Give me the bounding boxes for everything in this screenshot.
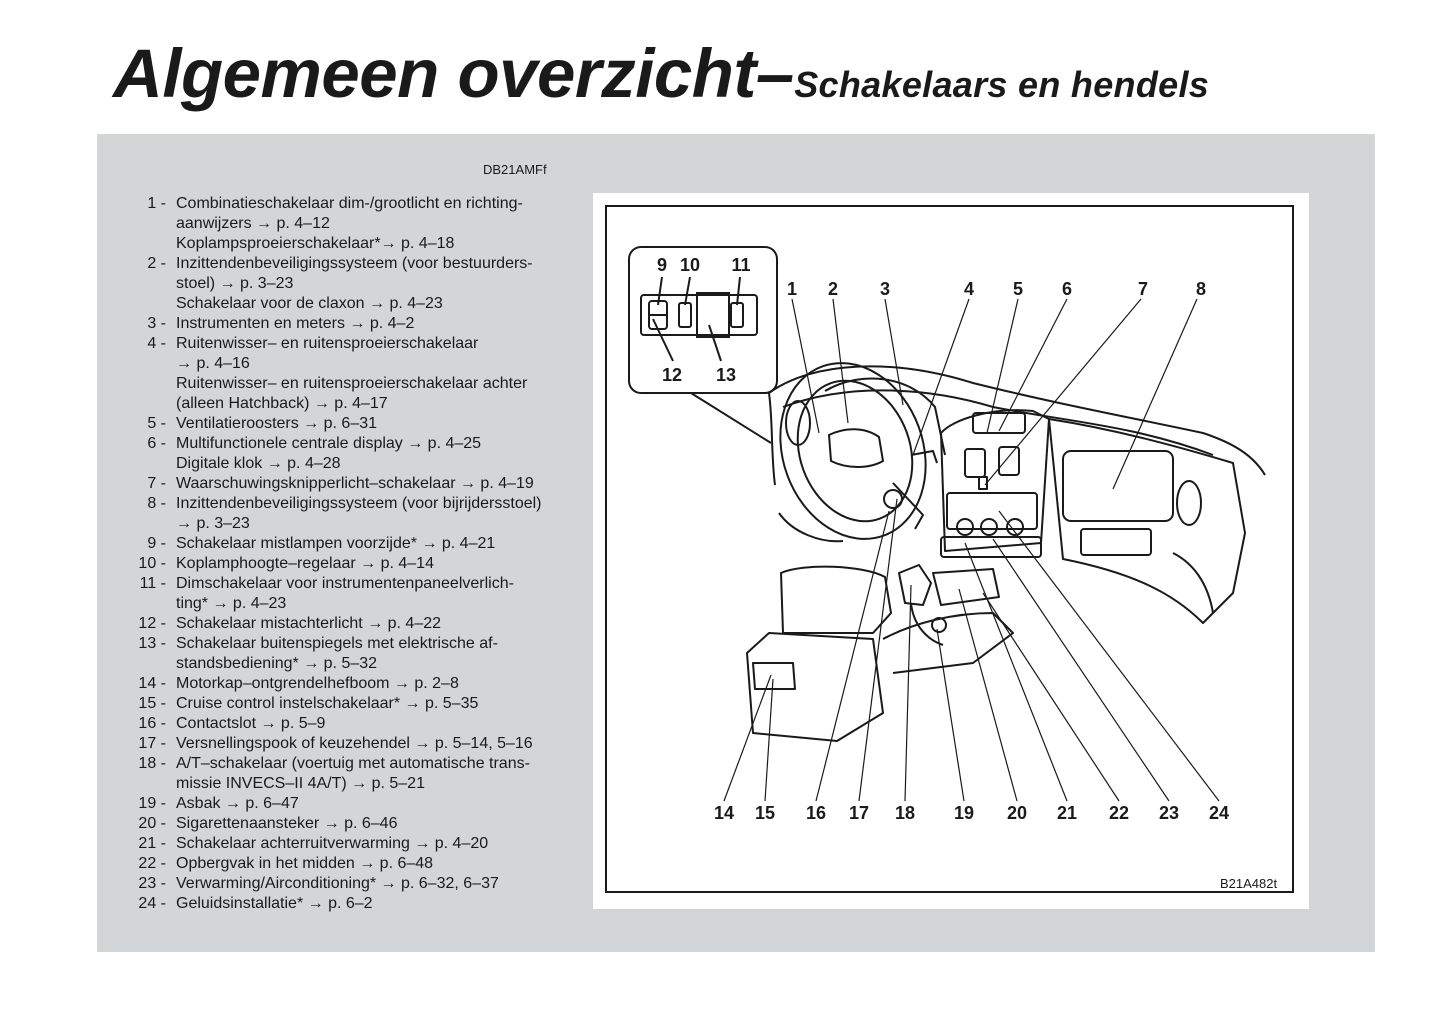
- audio-unit-icon: [947, 493, 1037, 529]
- page-title-main: Algemeen overzicht: [113, 35, 756, 112]
- list-item-number: 20 -: [138, 815, 166, 832]
- vent-center-left-icon: [965, 449, 985, 477]
- list-item: [110, 734, 580, 754]
- callout-labels: [657, 255, 1229, 823]
- list-item: [110, 554, 580, 574]
- list-item-text: stoel) → p. 3–23: [176, 275, 294, 292]
- switch-10-icon: [679, 303, 691, 327]
- list-item: [110, 674, 580, 694]
- list-item-text: Waarschuwingsknipperlicht–schakelaar → p. 4–19: [176, 475, 534, 492]
- list-item-number: 9 -: [147, 535, 166, 552]
- list-item-number: 12 -: [138, 615, 166, 632]
- list-item-number: 4 -: [147, 335, 166, 352]
- label-3: 3: [879, 279, 891, 299]
- list-item-number: 11 -: [139, 575, 166, 592]
- list-item-text: Multifunctionele centrale display → p. 4–25: [176, 435, 482, 452]
- list-item-number: 6 -: [147, 435, 166, 452]
- label-7: 7: [1137, 279, 1149, 299]
- list-item: [110, 194, 580, 254]
- list-item-number: 21 -: [138, 835, 166, 852]
- storage-tray-icon: [753, 663, 795, 689]
- label-22: 22: [1108, 803, 1130, 823]
- list-item-text: aanwijzers → p. 4–12: [176, 215, 330, 232]
- label-5: 5: [1012, 279, 1024, 299]
- list-item-text: Digitale klok → p. 4–28: [176, 455, 341, 472]
- switch-inset: [629, 247, 777, 443]
- list-item: [110, 334, 580, 414]
- list-item-number: 16 -: [138, 715, 166, 732]
- label-24: 24: [1208, 803, 1230, 823]
- list-item-number: 7 -: [147, 475, 166, 492]
- list-item: [110, 574, 580, 614]
- list-item-text: A/T–schakelaar (voertuig met automatische trans-: [176, 755, 530, 772]
- list-item: [110, 314, 580, 334]
- ignition-icon: [884, 490, 902, 508]
- label-20: 20: [1006, 803, 1028, 823]
- list-item: [110, 874, 580, 894]
- gear-lever-icon: [899, 565, 931, 605]
- label-16: 16: [805, 803, 827, 823]
- list-item-text: Versnellingspook of keuzehendel → p. 5–14, 5–16: [176, 735, 533, 752]
- list-item-text: Koplamphoogte–regelaar → p. 4–14: [176, 555, 434, 572]
- label-14: 14: [713, 803, 735, 823]
- list-item-number: 5 -: [147, 415, 166, 432]
- page-title-dash: –: [755, 35, 795, 112]
- label-19: 19: [953, 803, 975, 823]
- vent-right-icon: [1177, 481, 1201, 525]
- label-12: 12: [661, 365, 683, 385]
- list-item-number: 1 -: [147, 195, 166, 212]
- list-item-number: 22 -: [138, 855, 166, 872]
- label-1: 1: [786, 279, 798, 299]
- list-item-text: Verwarming/Airconditioning* → p. 6–32, 6–37: [176, 875, 499, 892]
- list-item-text: Opbergvak in het midden → p. 6–48: [176, 855, 434, 872]
- list-item-number: 19 -: [138, 795, 166, 812]
- switch-13-icon: [697, 293, 729, 337]
- list-item: [110, 634, 580, 674]
- label-4: 4: [963, 279, 975, 299]
- list-item-text: Ventilatieroosters → p. 6–31: [176, 415, 378, 432]
- list-item-text: Inzittendenbeveiligingssysteem (voor bestuurders-: [176, 255, 533, 272]
- list-item-text: Combinatieschakelaar dim-/grootlicht en richting-: [176, 195, 523, 212]
- list-item-text: Schakelaar voor de claxon → p. 4–23: [176, 295, 443, 312]
- list-item: [110, 434, 580, 474]
- list-item-text: Schakelaar achterruitverwarming → p. 4–20: [176, 835, 489, 852]
- airbag-cover-icon: [1063, 451, 1173, 521]
- component-list: [110, 194, 580, 914]
- list-item-text: → p. 3–23: [176, 515, 250, 532]
- list-item-number: 14 -: [138, 675, 166, 692]
- label-23: 23: [1158, 803, 1180, 823]
- switch-11-icon: [731, 303, 743, 327]
- list-item-number: 10 -: [138, 555, 166, 572]
- list-item-text: Koplampsproeierschakelaar*→ p. 4–18: [176, 235, 455, 252]
- list-item-text: standsbediening* → p. 5–32: [176, 655, 378, 672]
- label-6: 6: [1061, 279, 1073, 299]
- steering-wheel-icon: [756, 342, 949, 559]
- list-item: [110, 794, 580, 814]
- page-subtitle: Schakelaars en hendels: [794, 64, 1210, 105]
- label-17: 17: [848, 803, 870, 823]
- list-item-number: 3 -: [147, 315, 166, 332]
- list-item-text: Asbak → p. 6–47: [176, 795, 299, 812]
- list-item-text: Instrumenten en meters → p. 4–2: [176, 315, 415, 332]
- list-item-text: (alleen Hatchback) → p. 4–17: [176, 395, 388, 412]
- label-9: 9: [656, 255, 668, 275]
- list-item: [110, 414, 580, 434]
- list-item-text: Sigarettenaansteker → p. 6–46: [176, 815, 398, 832]
- list-item: [110, 494, 580, 534]
- list-item-text: Geluidsinstallatie* → p. 6–2: [176, 895, 373, 912]
- dashboard-illustration: [593, 193, 1309, 909]
- glovebox-icon: [1081, 529, 1151, 555]
- dashboard-drawing: [747, 342, 1265, 741]
- hazard-switch-icon: [979, 477, 987, 489]
- list-item-text: missie INVECS–II 4A/T) → p. 5–21: [176, 775, 425, 792]
- list-item: [110, 474, 580, 494]
- list-item-number: 2 -: [147, 255, 166, 272]
- list-item-text: Schakelaar mistlampen voorzijde* → p. 4–21: [176, 535, 496, 552]
- list-item-text: Inzittendenbeveiligingssysteem (voor bijrijdersstoel): [176, 495, 542, 512]
- list-item: [110, 254, 580, 314]
- armrest-icon: [781, 567, 891, 633]
- list-item-text: Ruitenwisser– en ruitensproeierschakelaar achter: [176, 375, 528, 392]
- list-item: [110, 834, 580, 854]
- list-item: [110, 754, 580, 794]
- list-item-text: ting* → p. 4–23: [176, 595, 287, 612]
- list-item: [110, 714, 580, 734]
- page-title: [113, 34, 1209, 113]
- list-item-text: Motorkap–ontgrendelhefboom → p. 2–8: [176, 675, 459, 692]
- list-item-number: 23 -: [138, 875, 166, 892]
- dashboard-figure: [593, 193, 1309, 909]
- document-code: DB21AMFf: [483, 162, 547, 177]
- lighter-icon: [932, 618, 946, 632]
- label-2: 2: [827, 279, 839, 299]
- list-item: [110, 694, 580, 714]
- list-item: [110, 534, 580, 554]
- list-item-number: 24 -: [138, 895, 166, 912]
- list-item-text: Dimschakelaar voor instrumentenpaneelverlich-: [176, 575, 514, 592]
- list-item: [110, 814, 580, 834]
- list-item-text: Contactslot → p. 5–9: [176, 715, 326, 732]
- list-item-number: 13 -: [138, 635, 166, 652]
- list-item: [110, 854, 580, 874]
- label-10: 10: [679, 255, 701, 275]
- label-13: 13: [715, 365, 737, 385]
- label-11: 11: [731, 255, 751, 275]
- list-item-text: Cruise control instelschakelaar* → p. 5–35: [176, 695, 479, 712]
- figure-frame: [606, 206, 1293, 892]
- list-item-text: → p. 4–16: [176, 355, 250, 372]
- figure-code: B21A482t: [1220, 876, 1278, 891]
- list-item-text: Schakelaar buitenspiegels met elektrische af-: [176, 635, 498, 652]
- list-item: [110, 614, 580, 634]
- list-item-text: Schakelaar mistachterlicht → p. 4–22: [176, 615, 442, 632]
- list-item: [110, 894, 580, 914]
- list-item-number: 15 -: [138, 695, 166, 712]
- label-8: 8: [1195, 279, 1207, 299]
- ashtray-icon: [933, 569, 999, 605]
- label-21: 21: [1056, 803, 1078, 823]
- leader-lines: [724, 299, 1219, 801]
- list-item-number: 17 -: [138, 735, 166, 752]
- label-18: 18: [894, 803, 916, 823]
- label-15: 15: [754, 803, 776, 823]
- list-item-number: 18 -: [138, 755, 166, 772]
- list-item-number: 8 -: [147, 495, 166, 512]
- list-item-text: Ruitenwisser– en ruitensproeierschakelaar: [176, 335, 479, 352]
- vent-center-right-icon: [999, 447, 1019, 475]
